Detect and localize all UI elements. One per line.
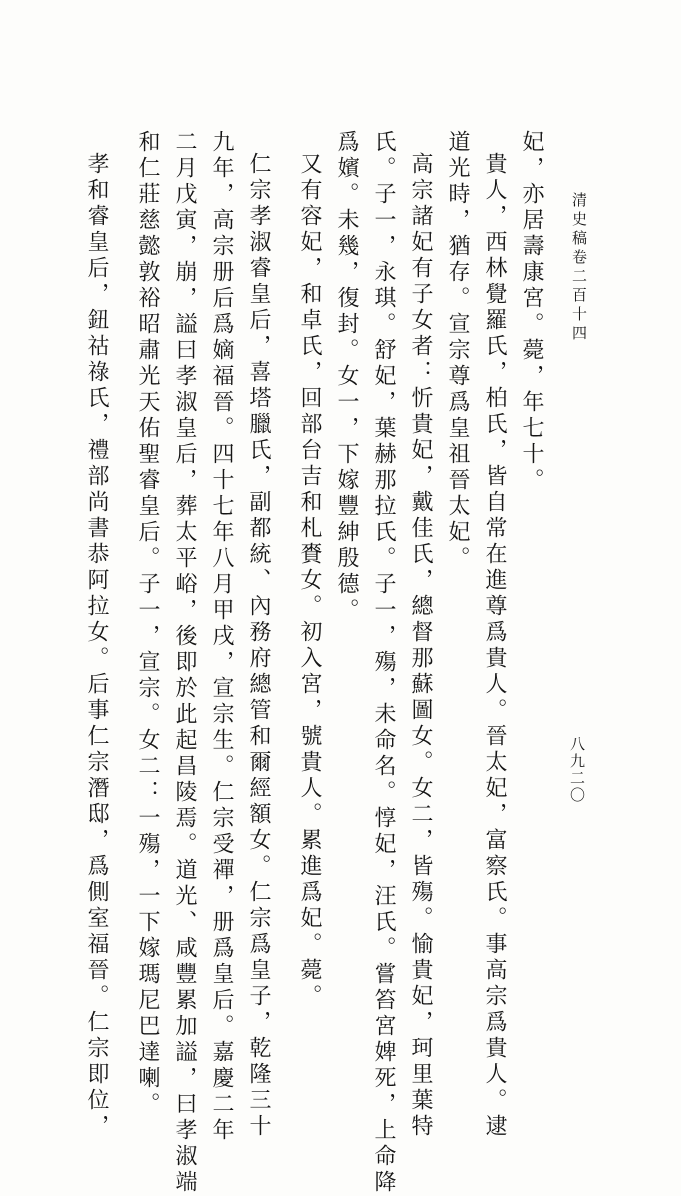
header-title: 清史稿卷二百十四	[570, 192, 588, 344]
section-gap	[115, 130, 129, 930]
text-column: 高宗諸妃有子女者：忻貴妃，戴佳氏，總督那蘇圖女。女二，皆殤。愉貴妃，珂里葉特	[408, 152, 433, 1140]
text-column: 爲嬪。未幾，復封。女一，下嫁豐紳殷德。	[334, 130, 359, 624]
text-column: 妃，亦居壽康宮。薨，年七十。	[519, 130, 544, 494]
text-column: 二月戊寅，崩，謚曰孝淑皇后，葬太平峪，後即於此起昌陵焉。道光、咸豐累加謚，曰孝淑端	[172, 130, 197, 1196]
text-column: 道光時，猶存。宣宗尊爲皇祖晉太妃。	[445, 130, 470, 572]
text-column: 和仁莊慈懿敦裕昭肅光天佑聖睿皇后。子一，宣宗。女二：一殤，一下嫁瑪尼巴達喇。	[135, 130, 160, 1118]
body-text	[84, 130, 550, 1196]
page-number: 八九二〇	[568, 736, 586, 804]
text-column: 九年，高宗册后爲嫡福晉。四十七年八月甲戌，宣宗生。仁宗受禪，册爲皇后。嘉慶二年	[209, 130, 234, 1144]
text-column: 氏。子一，永琪。舒妃，葉赫那拉氏。子一，殤，未命名。惇妃，汪氏。嘗笞宮婢死，上命降	[371, 130, 396, 1196]
text-column: 仁宗孝淑睿皇后，喜塔臘氏，副都統、內務府總管和爾經額女。仁宗爲皇子，乾隆三十	[246, 152, 271, 1140]
text-column: 貴人，西林覺羅氏，柏氏，皆自常在進尊爲貴人。晉太妃，富察氏。事高宗爲貴人。逮	[482, 152, 507, 1140]
text-column: 孝和睿皇后，鈕祜祿氏，禮部尚書恭阿拉女。后事仁宗潛邸，爲側室福晉。仁宗即位，	[84, 152, 109, 1140]
text-column: 又有容妃，和卓氏，回部台吉和札賚女。初入宮，號貴人。累進爲妃。薨。	[297, 152, 322, 1010]
section-gap	[277, 130, 291, 930]
